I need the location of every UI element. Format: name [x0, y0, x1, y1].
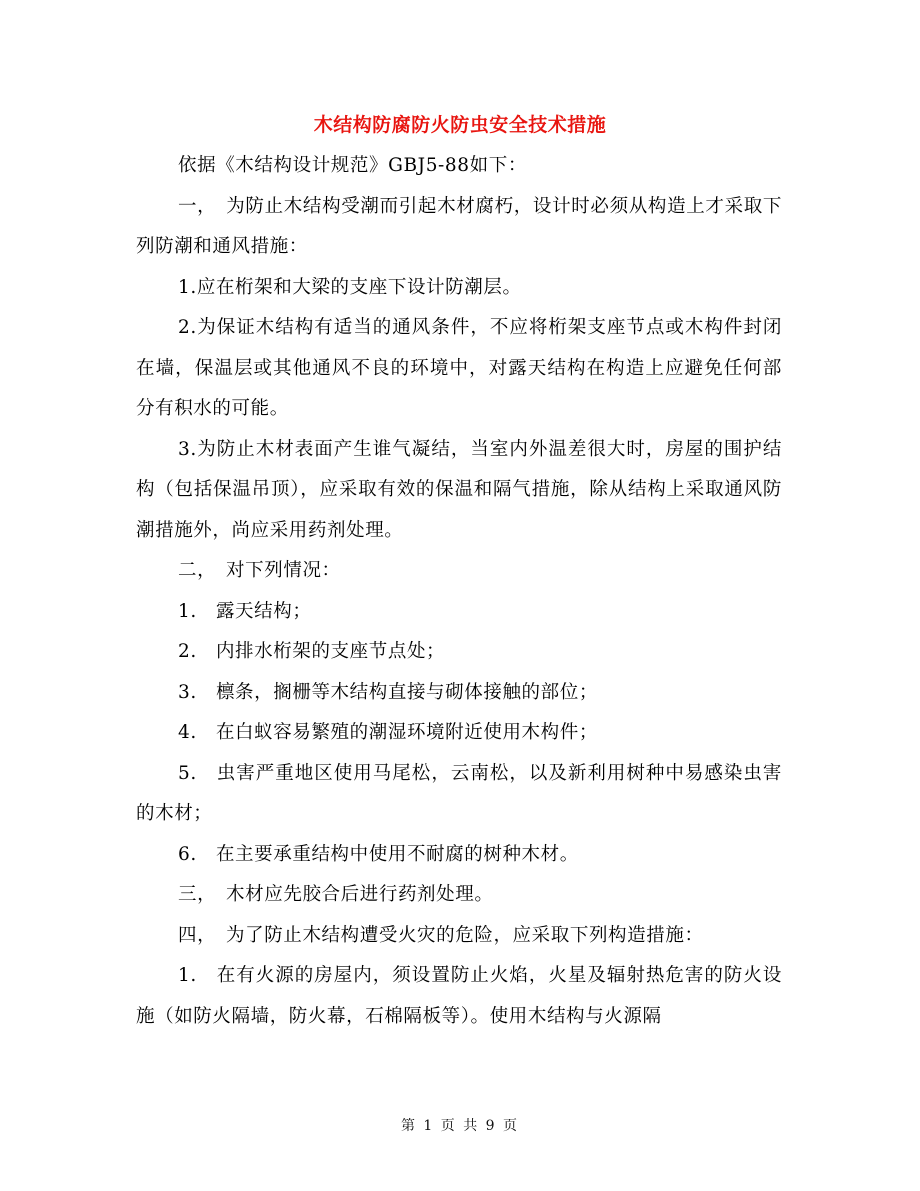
paragraph-item-2-3: 3. 檩条，搁栅等木结构直接与砌体接触的部位；	[178, 681, 598, 703]
paragraph-item-2-4: 4. 在白蚁容易繁殖的潮湿环境附近使用木构件；	[178, 722, 598, 743]
paragraph-section-4: 四， 为了防止木结构遭受火灾的危险，应采取下列构造措施：	[178, 924, 704, 946]
paragraph-basis: 依据《木结构设计规范》GBJ5-88如下：	[178, 155, 527, 176]
paragraph-section-2: 二， 对下列情况：	[178, 560, 341, 581]
paragraph-item-1-2: 2.为保证木结构有适当的通风条件，不应将桁架支座节点或木构件封闭在墙，保温层或其他通风不良的环境中，对露天结构在构造上应避免任何部分有积水的可能。	[136, 317, 782, 419]
paragraph-section-3: 三， 木材应先胶合后进行药剂处理。	[178, 884, 494, 905]
paragraph-item-2-1: 1. 露天结构；	[178, 600, 312, 622]
paragraph-item-1-3: 3.为防止木材表面产生谁气凝结，当室内外温差很大时，房屋的围护结构（包括保温吊顶），应采取有效的保温和隔气措施，除从结构上采取通风防潮措施外，尚应采用药剂处理。	[136, 438, 782, 541]
document-title: 木结构防腐防火防虫安全技术措施	[313, 114, 607, 136]
paragraph-item-2-6: 6. 在主要承重结构中使用不耐腐的树种木材。	[178, 843, 579, 865]
paragraph-section-1: 一， 为防止木结构受潮而引起木材腐朽，设计时必须从构造上才采取下列防潮和通风措施：	[136, 195, 782, 257]
document-body	[136, 146, 782, 1037]
paragraph-item-1-1: 1.应在桁架和大梁的支座下设计防潮层。	[178, 276, 522, 298]
page-footer: 第 1 页 共 9 页	[400, 1118, 520, 1134]
paragraph-item-2-5: 5. 虫害严重地区使用马尾松，云南松，以及新利用树种中易感染虫害的木材；	[136, 762, 782, 824]
paragraph-item-4-1: 1. 在有火源的房屋内，须设置防止火焰，火星及辐射热危害的防火设施（如防火隔墙，防火幕，石棉隔板等）。使用木结构与火源隔	[136, 965, 782, 1027]
paragraph-item-2-2: 2. 内排水桁架的支座节点处；	[178, 641, 446, 662]
